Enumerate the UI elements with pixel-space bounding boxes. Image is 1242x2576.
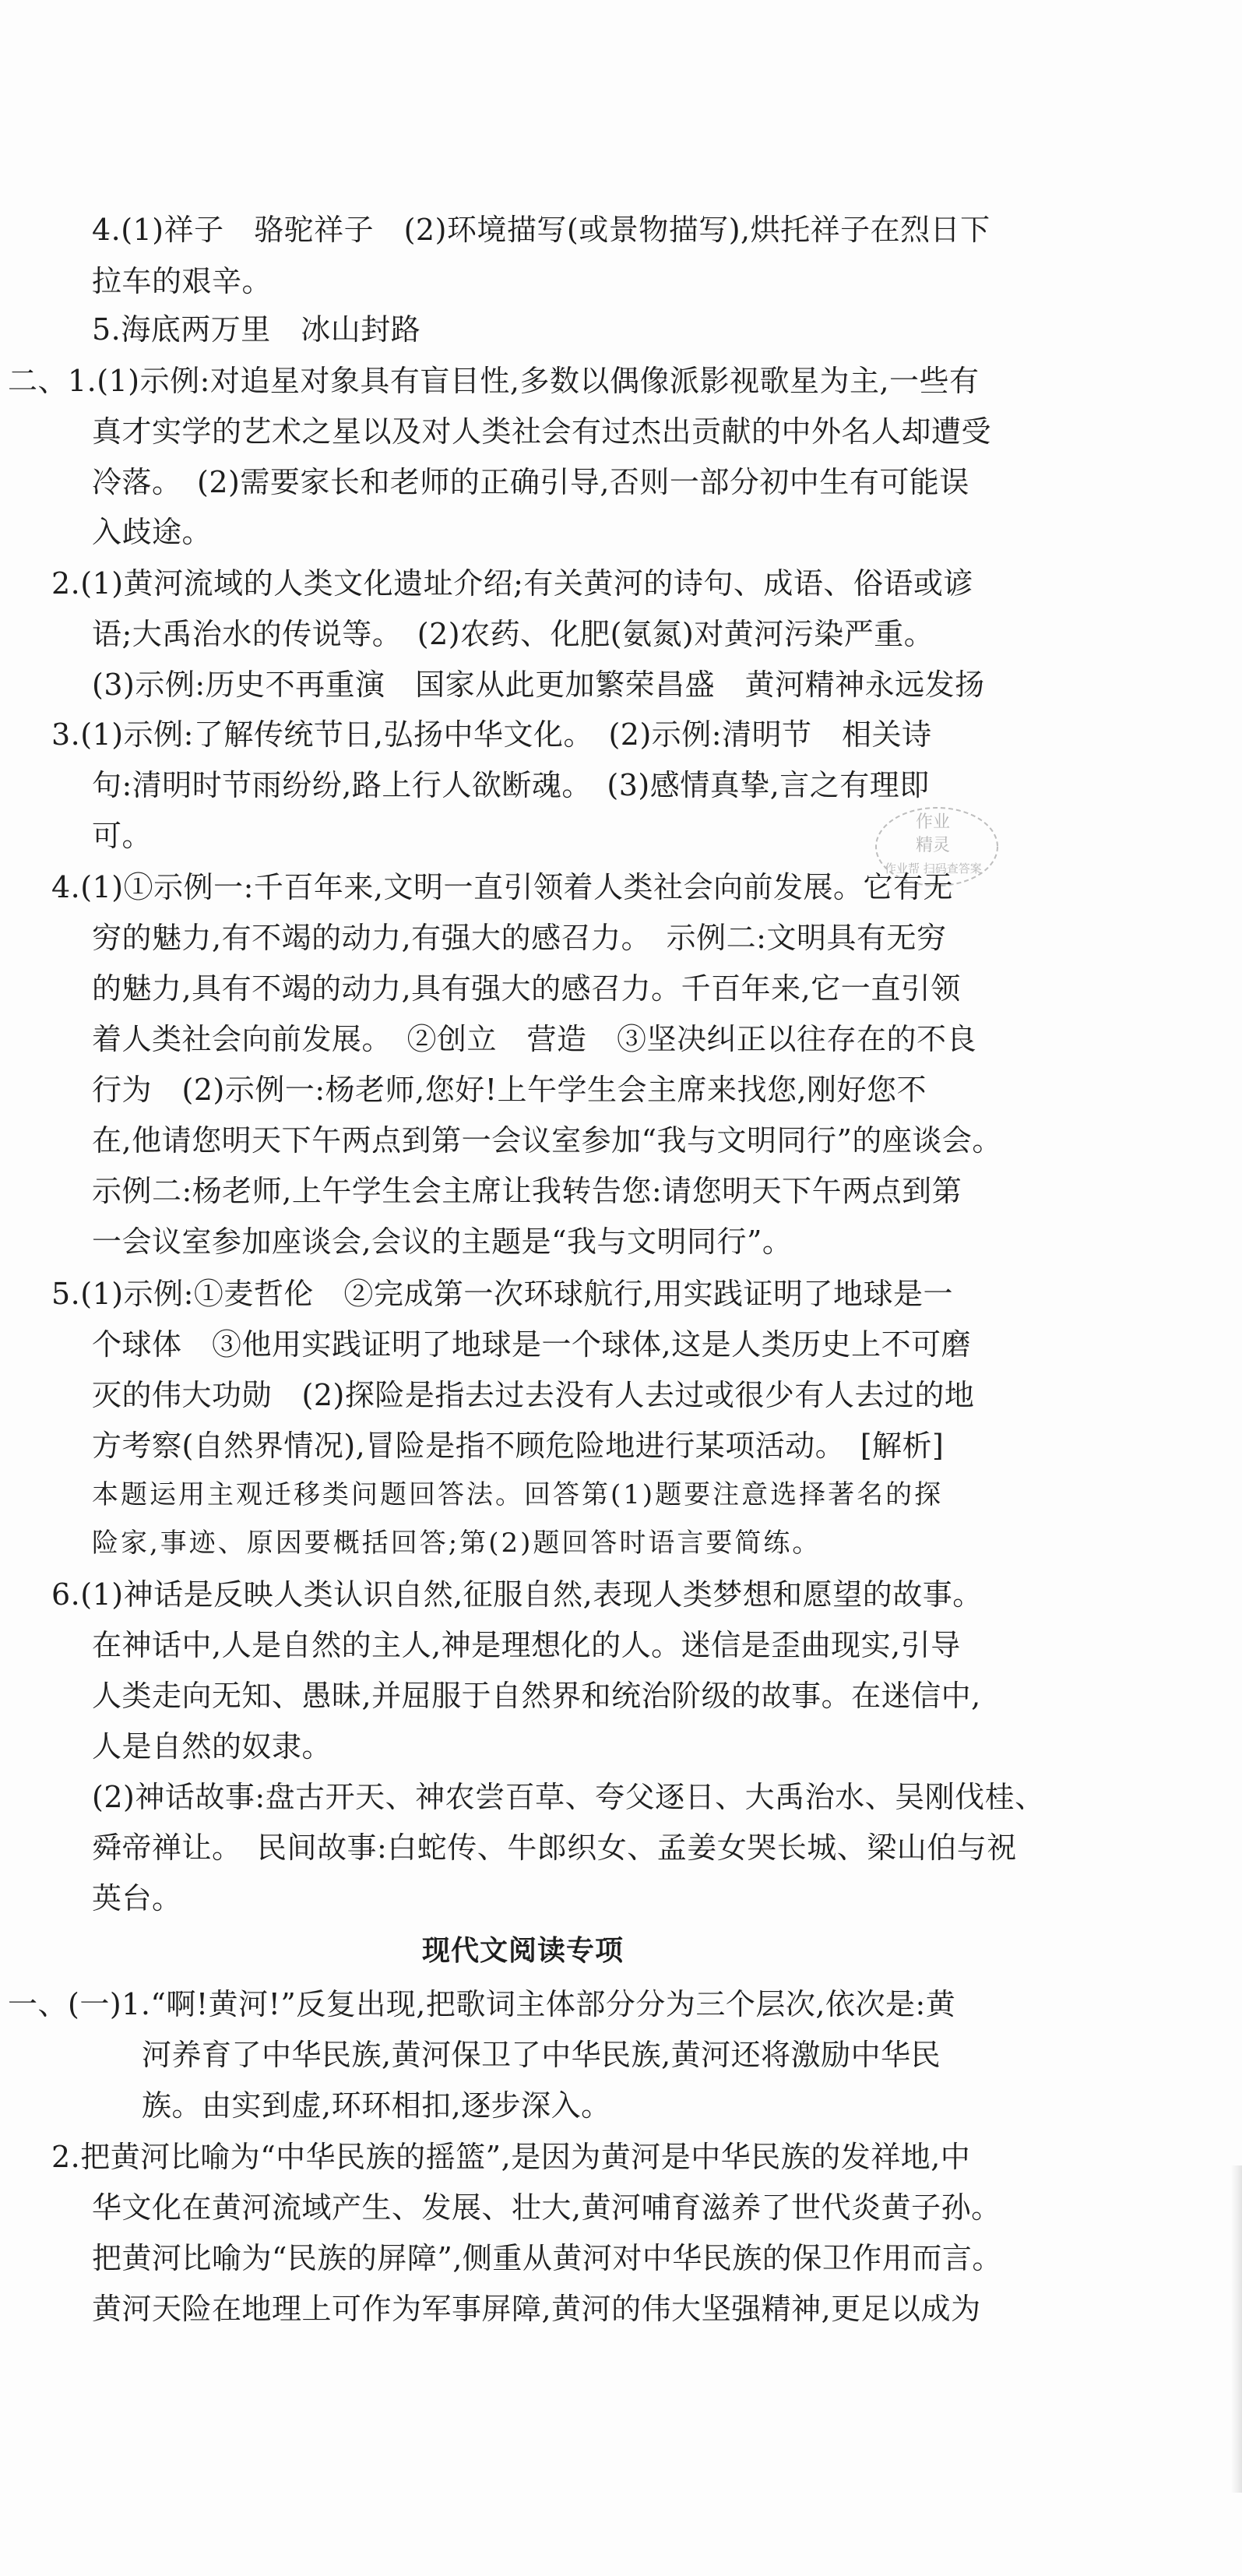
text-line: 个球体 ③他用实践证明了地球是一个球体,这是人类历史上不可磨 (92, 1327, 972, 1362)
text-line: 5.(1)示例:①麦哲伦 ②完成第一次环球航行,用实践证明了地球是一 (51, 1277, 953, 1311)
text-line: 在,他请您明天下午两点到第一会议室参加“我与文明同行”的座谈会。 (92, 1123, 1002, 1158)
text-line: 着人类社会向前发展。 ②创立 营造 ③坚决纠正以往存在的不良 (92, 1022, 977, 1056)
text-line: 可。 (92, 819, 153, 853)
text-line: 的魅力,具有不竭的动力,具有强大的感召力。千百年来,它一直引领 (92, 971, 961, 1006)
text-line: 族。由实到虚,环环相扣,逐步深入。 (142, 2088, 611, 2123)
text-line: 人类走向无知、愚昧,并屈服于自然界和统治阶级的故事。在迷信中, (92, 1679, 981, 1713)
text-line: 华文化在黄河流域产生、发展、壮大,黄河哺育滋养了世代炎黄子孙。 (92, 2190, 1001, 2225)
text-line: (3)示例:历史不再重演 国家从此更加繁荣昌盛 黄河精神永远发扬 (92, 668, 985, 702)
text-line: 在神话中,人是自然的主人,神是理想化的人。迷信是歪曲现实,引导 (92, 1628, 961, 1662)
text-line: 英台。 (92, 1881, 182, 1915)
analysis-text: 险家,事迹、原因要概括回答;第(2)题回答时语言要简练。 (92, 1528, 822, 1559)
text-line: 2.(1)黄河流域的人类文化遗址介绍;有关黄河的诗句、成语、俗语或谚 (51, 566, 973, 601)
text-line: 穷的魅力,有不竭的动力,有强大的感召力。 示例二:文明具有无穷 (92, 921, 947, 955)
text-line: 句:清明时节雨纷纷,路上行人欲断魂。 (3)感情真挚,言之有理即 (92, 768, 930, 802)
text-line: 河养育了中华民族,黄河保卫了中华民族,黄河还将激励中华民 (142, 2038, 941, 2072)
text-line: 4.(1)①示例一:千百年来,文明一直引领着人类社会向前发展。它有无 (51, 870, 953, 904)
text-line: 示例二:杨老师,上午学生会主席让我转告您:请您明天下午两点到第 (92, 1174, 962, 1208)
text-line: 二、1.(1)示例:对追星对象具有盲目性,多数以偶像派影视歌星为主,一些有 (8, 364, 980, 398)
page-edge-shadow (1231, 2165, 1242, 2493)
text-line: 灭的伟大功勋 (2)探险是指去过去没有人去过或很少有人去过的地 (92, 1378, 975, 1412)
stamp-text: 作业 (916, 812, 951, 832)
text-line: 拉车的艰辛。 (92, 264, 273, 298)
text-line: 把黄河比喻为“民族的屏障”,侧重从黄河对中华民族的保卫作用而言。 (92, 2241, 1002, 2275)
stamp-text: 作业帮 扫码查答案 (885, 862, 982, 876)
text-line: 4.(1)祥子 骆驼祥子 (2)环境描写(或景物描写),烘托祥子在烈日下 (92, 213, 990, 247)
text-line: 语;大禹治水的传说等。 (2)农药、化肥(氨氮)对黄河污染严重。 (92, 617, 934, 651)
analysis-text: 本题运用主观迁移类问题回答法。回答第(1)题要注意选择著名的探 (92, 1479, 944, 1510)
text-line: 真才实学的艺术之星以及对人类社会有过杰出贡献的中外名人却遭受 (92, 414, 992, 449)
text-line: 6.(1)神话是反映人类认识自然,征服自然,表现人类梦想和愿望的故事。 (51, 1577, 983, 1612)
text-line: 2.把黄河比喻为“中华民族的摇篮”,是因为黄河是中华民族的发祥地,中 (51, 2140, 971, 2174)
text-line: 方考察(自然界情况),冒险是指不顾危险地进行某项活动。 [解析] (92, 1429, 945, 1463)
text-line: 黄河天险在地理上可作为军事屏障,黄河的伟大坚强精神,更足以成为 (92, 2292, 981, 2326)
text-line: (2)神话故事:盘古开天、神农尝百草、夸父逐日、大禹治水、吴刚伐桂、 (92, 1780, 1045, 1814)
text-line: 入歧途。 (92, 515, 213, 549)
text-line: 舜帝禅让。 民间故事:白蛇传、牛郎织女、孟姜女哭长城、梁山伯与祝 (92, 1831, 1017, 1865)
text-line: 行为 (2)示例一:杨老师,您好!上午学生会主席来找您,刚好您不 (92, 1073, 927, 1107)
stamp-text: 精灵 (916, 836, 951, 855)
text-line: 人是自然的奴隶。 (92, 1729, 332, 1764)
text-line: 一会议室参加座谈会,会议的主题是“我与文明同行”。 (92, 1225, 793, 1259)
text-line: 3.(1)示例:了解传统节日,弘扬中华文化。 (2)示例:清明节 相关诗 (51, 717, 932, 752)
text-line: 一、(一)1.“啊!黄河!”反复出现,把歌词主体部分分为三个层次,依次是:黄 (8, 1987, 956, 2021)
text-line: 5.海底两万里 冰山封路 (92, 312, 421, 347)
text-line: 冷落。 (2)需要家长和老师的正确引导,否则一部分初中生有可能误 (92, 465, 969, 499)
section-heading: 现代文阅读专项 (422, 1935, 625, 1967)
watermark-stamp (871, 801, 1003, 893)
